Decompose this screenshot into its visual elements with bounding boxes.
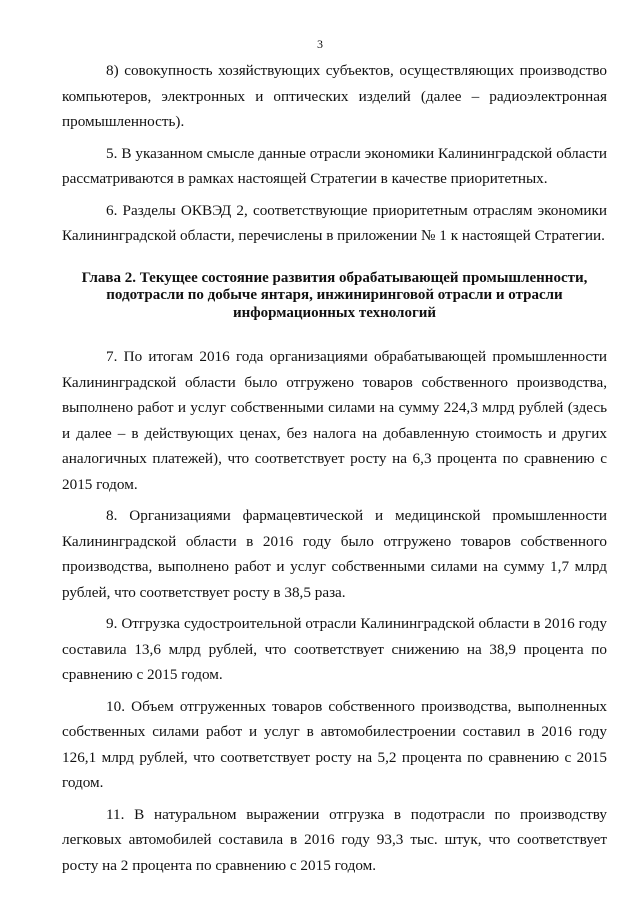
paragraph-6: 6. Разделы ОКВЭД 2, соответствующие приоритетным отраслям экономики Калининградской области, перечислены в приложении № 1 к настоящей Стратегии. bbox=[62, 201, 607, 244]
chapter-heading: Глава 2. Текущее состояние развития обрабатывающей промышленности, подотрасли по добыче янтаря, инжиниринговой отрасли и отрасли информационных технологий bbox=[81, 269, 588, 321]
paragraph-11: 11. В натуральном выражении отгрузка в подотрасли по производству легковых автомобилей составила в 2016 году 93,3 тыс. штук, что соответствует росту на 2 процента по сравнению с 2015 годом. bbox=[62, 805, 607, 874]
paragraph-9: 9. Отгрузка судостроительной отрасли Калининградской области в 2016 году составила 13,6 млрд рублей, что соответствует снижению на 38,9 процента по сравнению с 2015 годом. bbox=[62, 615, 607, 683]
paragraph-8: 8. Организациями фармацевтической и медицинской промышленности Калининградской области в 2016 году было отгружено товаров собственного производства, выполнено работ и услуг собственными силами на сумму 1,7 млрд рублей, что соответствует росту в 38,5 раза. bbox=[62, 507, 607, 601]
paragraph-7: 7. По итогам 2016 года организациями обрабатывающей промышленности Калининградской области было отгружено товаров собственного производства, выполнено работ и услуг собственными силами на сумму 224,3 млрд рублей (здесь и далее – в действующих ценах, без налога на добавленную стоимость и других аналогичных платежей), что соответствует росту на 6,3 процента по сравнению с 2015 годом. bbox=[62, 348, 607, 493]
paragraph-5: 5. В указанном смысле данные отрасли экономики Калининградской области рассматриваются в рамках настоящей Стратегии в качестве приоритетных. bbox=[62, 144, 607, 187]
document-body bbox=[62, 58, 607, 884]
page-number: 3 bbox=[317, 37, 323, 51]
paragraph-10: 10. Объем отгруженных товаров собственного производства, выполненных собственных силами работ и услуг в автомобилестроении составил в 2016 году 126,1 млрд рублей, что соответствует росту на 5,2 процента по сравнению с 2015 годом. bbox=[62, 697, 607, 791]
paragraph-8-item: 8) совокупность хозяйствующих субъектов, осуществляющих производство компьютеров, электронных и оптических изделий (далее – радиоэлектронная промышленность). bbox=[62, 62, 607, 130]
